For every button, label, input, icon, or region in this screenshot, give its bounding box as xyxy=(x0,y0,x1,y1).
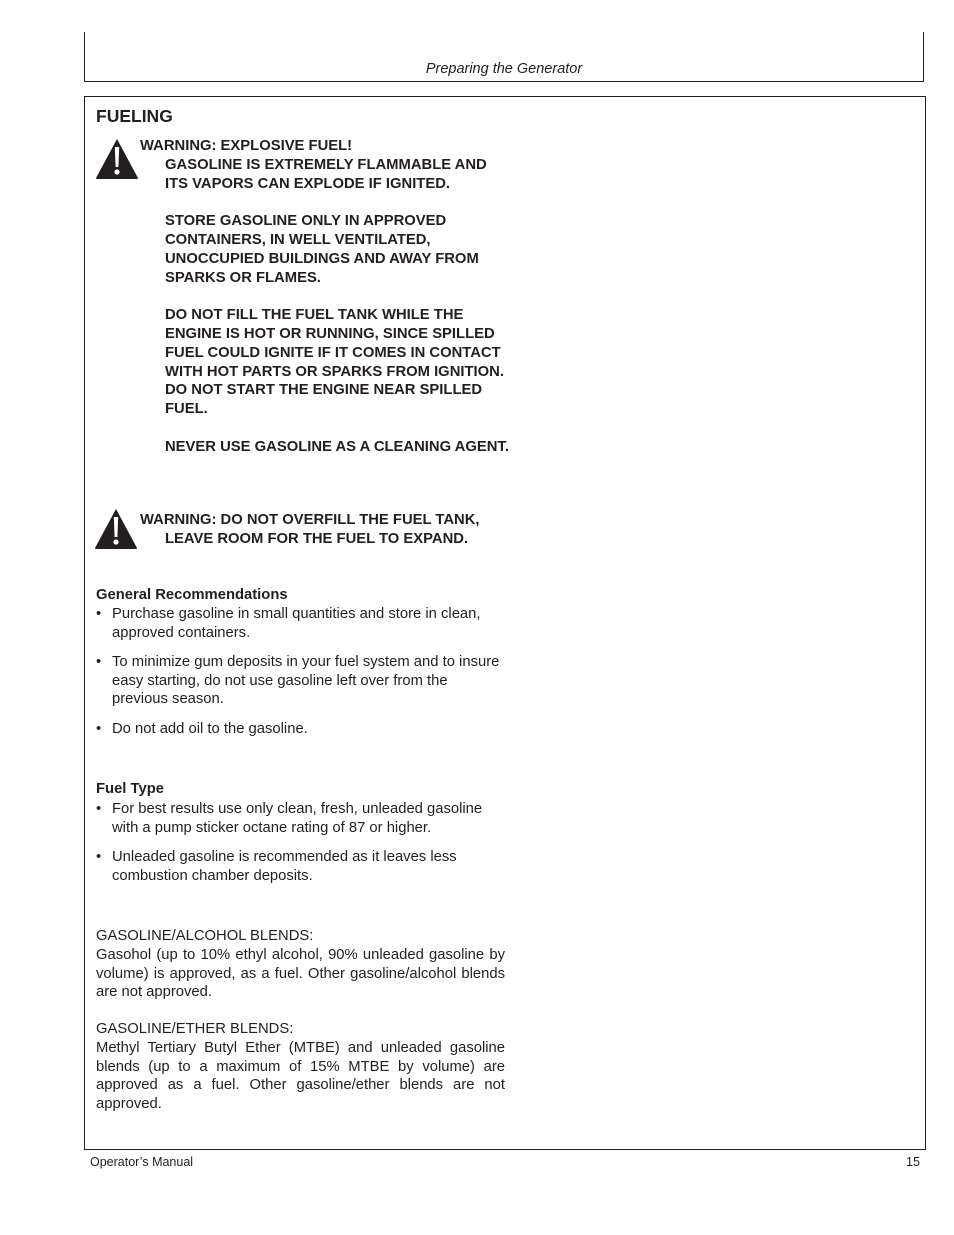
list-item xyxy=(96,848,506,885)
warning-explosive-fuel xyxy=(140,137,510,457)
page-number: 15 xyxy=(906,1155,920,1169)
bullet-icon: • xyxy=(96,720,102,737)
ether-blends xyxy=(96,1020,505,1114)
bullet-icon: • xyxy=(96,606,102,622)
list-item-text: To minimize gum deposits in your fuel system and to insure easy starting, do not use gasoline left over from the previous season. xyxy=(112,654,500,708)
general-recommendations-heading: General Recommendations xyxy=(96,587,288,603)
warning-paragraph: GASOLINE IS EXTREMELY FLAMMABLE AND ITS VAPORS CAN EXPLODE IF IGNITED. xyxy=(165,156,487,192)
warning-paragraph: LEAVE ROOM FOR THE FUEL TO EXPAND. xyxy=(165,530,469,547)
list-item-text: Purchase gasoline in small quantities and store in clean, approved containers. xyxy=(112,606,481,641)
list-item xyxy=(96,653,506,709)
list-item-text: Do not add oil to the gasoline. xyxy=(112,720,308,737)
blend-text: Gasohol (up to 10% ethyl alcohol, 90% unleaded gasoline by volume) is approved, as a fuel. Other gasoline/alcohol blends are not approved. xyxy=(96,946,505,1001)
blend-heading: GASOLINE/ETHER BLENDS: xyxy=(96,1021,294,1037)
warning-paragraph: DO NOT FILL THE FUEL TANK WHILE THE ENGINE IS HOT OR RUNNING, SINCE SPILLED FUEL COULD IGNITE IF IT COMES IN CONTACT WITH HOT PARTS OR SPARKS FROM IGNITION. DO NOT START THE ENGINE NEAR SPILLED FUEL. xyxy=(165,307,504,418)
blend-text: Methyl Tertiary Butyl Ether (MTBE) and unleaded gasoline blends (up to a maximum of 15% MTBE by volume) are approved as a fuel. Other gasoline/ether blends are not approved. xyxy=(96,1039,505,1113)
warning-overfill xyxy=(140,511,510,549)
bullet-icon: • xyxy=(96,801,102,817)
warning-heading: WARNING: EXPLOSIVE FUEL! xyxy=(140,138,353,154)
warning-triangle-icon xyxy=(95,138,139,180)
warning-heading: WARNING: DO NOT OVERFILL THE FUEL TANK, xyxy=(140,512,480,528)
list-item xyxy=(96,800,506,837)
warning-triangle-icon xyxy=(94,508,138,550)
bullet-icon: • xyxy=(96,654,102,671)
general-recommendations-list xyxy=(96,605,506,750)
list-item-text: Unleaded gasoline is recommended as it leaves less combustion chamber deposits. xyxy=(112,849,457,884)
list-item xyxy=(96,720,506,739)
alcohol-blends xyxy=(96,927,505,1002)
page-header-title: Preparing the Generator xyxy=(425,61,583,77)
fuel-type-heading: Fuel Type xyxy=(96,781,164,797)
list-item xyxy=(96,605,506,642)
warning-paragraph: STORE GASOLINE ONLY IN APPROVED CONTAINERS, IN WELL VENTILATED, UNOCCUPIED BUILDINGS AND AWAY FROM SPARKS OR FLAMES. xyxy=(165,213,479,286)
fuel-type-list xyxy=(96,800,506,896)
bullet-icon: • xyxy=(96,849,102,866)
list-item-text: For best results use only clean, fresh, unleaded gasoline with a pump sticker octane rating of 87 or higher. xyxy=(112,801,483,836)
blend-heading: GASOLINE/ALCOHOL BLENDS: xyxy=(96,928,314,944)
header-frame xyxy=(84,32,924,82)
warning-paragraph: NEVER USE GASOLINE AS A CLEANING AGENT. xyxy=(165,438,509,455)
footer-manual-title: Operator’s Manual xyxy=(90,1155,194,1169)
section-title: FUELING xyxy=(96,106,173,126)
